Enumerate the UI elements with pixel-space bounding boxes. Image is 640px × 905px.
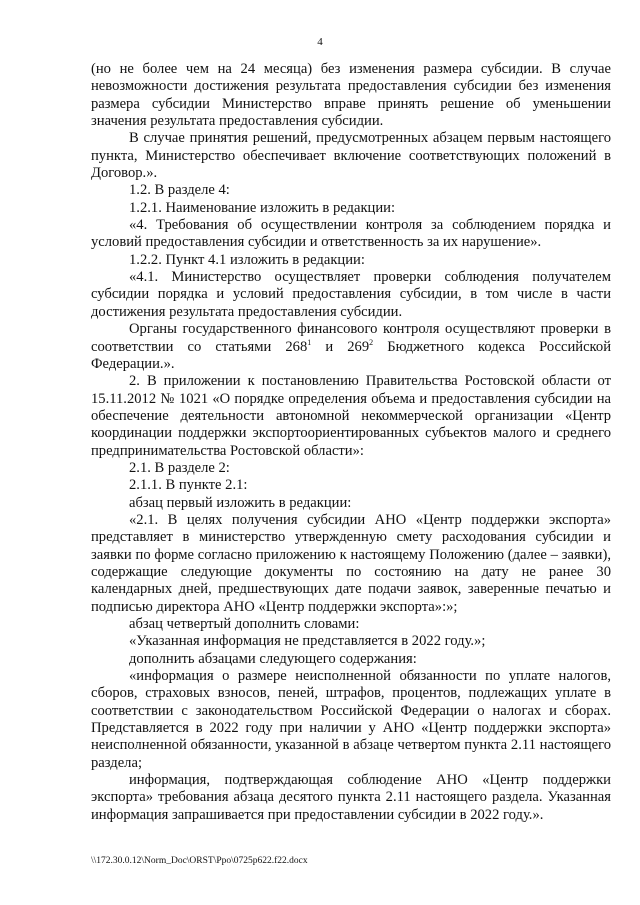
paragraph: 2. В приложении к постановлению Правительства Ростовской области от 15.11.2012 № 1021 «О порядке определения объема и предоставления субсидии на обеспечение деятельности автономной некоммерческой организации «Центр координации поддержки экспортоориентированных субъектов малого и среднего предпринимательства Ростовской области»: [91, 373, 611, 459]
superscript: 2 [369, 337, 374, 347]
paragraph: дополнить абзацами следующего содержания: [129, 650, 417, 667]
text-run: Бюджетного кодекса Российской Федерации.». [91, 338, 612, 372]
superscript: 1 [307, 337, 312, 347]
page-number: 4 [317, 36, 323, 48]
file-path-footer: \\172.30.0.12\Norm_Doc\ORST\Ppo\0725p622.f22.docx [91, 856, 308, 866]
paragraph: (но не более чем на 24 месяца) без изменения размера субсидии. В случае невозможности достижения результата предоставления субсидии без изменения размера субсидии Министерство вправе принять решение об уменьшении значения результата предоставления субсидии. [91, 61, 611, 130]
paragraph [91, 321, 611, 373]
paragraph: «4.1. Министерство осуществляет проверки соблюдения получателем субсидии порядка и условий предоставления субсидии, в том числе в части достижения результата предоставления субсидии. [91, 269, 611, 320]
paragraph: 1.2.2. Пункт 4.1 изложить в редакции: [129, 251, 365, 268]
paragraph: абзац первый изложить в редакции: [129, 494, 352, 511]
paragraph: 1.2.1. Наименование изложить в редакции: [129, 199, 396, 216]
paragraph: «4. Требования об осуществлении контроля за соблюдением порядка и условий предоставления субсидии и ответственность за их нарушение». [91, 217, 611, 251]
paragraph: абзац четвертый дополнить словами: [129, 616, 360, 632]
paragraph: «2.1. В целях получения субсидии АНО «Центр поддержки экспорта» представляет в министерство утвержденную смету расходования субсидии и заявки по форме согласно приложению к настоящему Положению (далее – заявки), содержащие следующие документы по состоянию на дату не ранее 30 календарных дней, предшествующих дате подачи заявок, заверенные печатью и подписью директора АНО «Центр поддержки экспорта»:»; [91, 511, 611, 615]
paragraph: 2.1.1. В пункте 2.1: [129, 477, 248, 494]
document-body [91, 61, 611, 824]
paragraph: В случае принятия решений, предусмотренных абзацем первым настоящего пункта, Министерство обеспечивает включение соответствующих положений в Договор.». [91, 130, 611, 182]
text-run: Органы государственного финансового контроля осуществляют проверки в соответствии со статьями 268 [91, 321, 611, 355]
paragraph: 2.1. В разделе 2: [129, 459, 230, 476]
paragraph: «Указанная информация не представляется в 2022 году.»; [129, 633, 486, 650]
paragraph: 1.2. В разделе 4: [129, 182, 230, 199]
paragraph: «информация о размере неисполненной обязанности по уплате налогов, сборов, страховых взносов, пеней, штрафов, процентов, подлежащих уплате в соответствии с законодательством Российской Федерации о налогах и сборах. Представляется в 2022 году при наличии у АНО «Центр поддержки экспорта» неисполненной обязанности, указанной в абзаце четвертом пункта 2.11 настоящего раздела; [91, 668, 611, 771]
text-run: и 269 [311, 338, 370, 355]
paragraph: информация, подтверждающая соблюдение АНО «Центр поддержки экспорта» требования абзаца десятого пункта 2.11 настоящего раздела. Указанная информация запрашивается при предоставлении субсидии в 2022 году.». [91, 772, 611, 823]
